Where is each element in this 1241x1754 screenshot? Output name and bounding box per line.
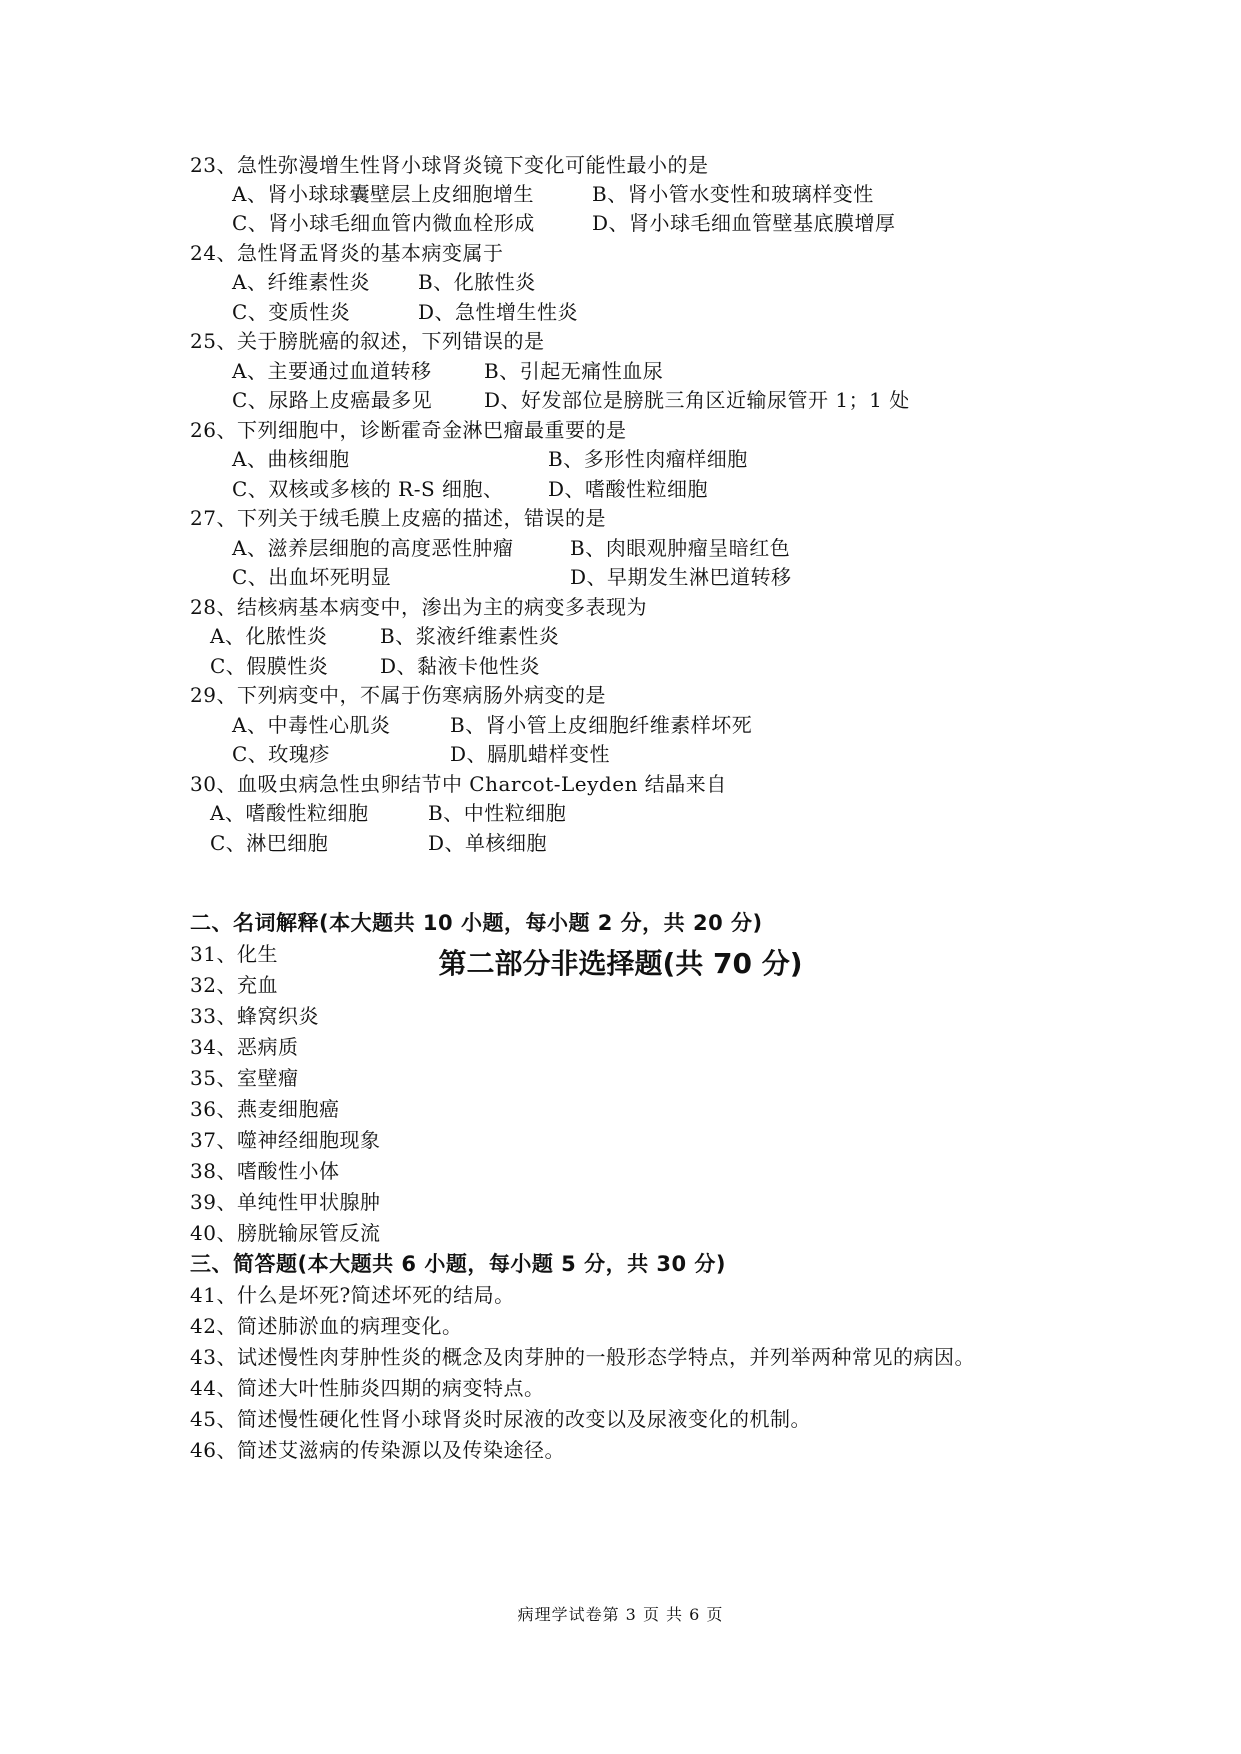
short-answer-44: 44、简述大叶性肺炎四期的病变特点。 — [190, 1376, 545, 1400]
question-30-option-b: B、中性粒细胞 — [428, 801, 567, 825]
question-25-option-d: D、好发部位是膀胱三角区近输尿管开 1；1 处 — [484, 388, 910, 412]
question-30-option-c: C、淋巴细胞 — [210, 831, 329, 855]
question-29-option-d: D、膈肌蜡样变性 — [450, 742, 611, 766]
term-31: 31、化生 — [190, 942, 278, 966]
question-25-option-a: A、主要通过血道转移 — [232, 359, 432, 383]
term-32: 32、充血 — [190, 973, 278, 997]
question-28-option-d: D、黏液卡他性炎 — [380, 654, 541, 678]
question-29-option-b: B、肾小管上皮细胞纤维素样坏死 — [450, 713, 753, 737]
term-35: 35、室壁瘤 — [190, 1066, 299, 1090]
question-28-stem: 28、结核病基本病变中，渗出为主的病变多表现为 — [190, 595, 647, 619]
question-25-option-b: B、引起无痛性血尿 — [484, 359, 664, 383]
question-24-stem: 24、急性肾盂肾炎的基本病变属于 — [190, 241, 504, 265]
term-39: 39、单纯性甲状腺肿 — [190, 1190, 381, 1214]
question-24-option-b: B、化脓性炎 — [418, 270, 536, 294]
question-26-option-a: A、曲核细胞 — [232, 447, 350, 471]
question-27-stem: 27、下列关于绒毛膜上皮癌的描述，错误的是 — [190, 506, 606, 530]
question-26-option-b: B、多形性肉瘤样细胞 — [548, 447, 748, 471]
question-24-option-d: D、急性增生性炎 — [418, 300, 579, 324]
short-answer-41: 41、什么是坏死?简述坏死的结局。 — [190, 1283, 515, 1307]
question-23-option-d: D、肾小球毛细血管壁基底膜增厚 — [592, 211, 896, 235]
question-29-option-a: A、中毒性心肌炎 — [232, 713, 391, 737]
part-two-title: 第二部分非选择题(共 70 分) — [438, 947, 803, 980]
question-23-stem: 23、急性弥漫增生性肾小球肾炎镜下变化可能性最小的是 — [190, 153, 709, 177]
question-25-option-c: C、尿路上皮癌最多见 — [232, 388, 433, 412]
section-three-heading: 三、简答题(本大题共 6 小题，每小题 5 分，共 30 分) — [190, 1252, 727, 1276]
question-27-option-b: B、肉眼观肿瘤呈暗红色 — [570, 536, 791, 560]
question-23-option-c: C、肾小球毛细血管内微血栓形成 — [232, 211, 535, 235]
term-33: 33、蜂窝织炎 — [190, 1004, 319, 1028]
question-29-option-c: C、玫瑰疹 — [232, 742, 330, 766]
page-footer: 病理学试卷第 3 页 共 6 页 — [517, 1605, 724, 1624]
short-answer-46: 46、简述艾滋病的传染源以及传染途径。 — [190, 1438, 565, 1462]
short-answer-42: 42、简述肺淤血的病理变化。 — [190, 1314, 463, 1338]
question-28-option-c: C、假膜性炎 — [210, 654, 329, 678]
question-30-option-a: A、嗜酸性粒细胞 — [210, 801, 369, 825]
question-24-option-a: A、纤维素性炎 — [232, 270, 370, 294]
short-answer-45: 45、简述慢性硬化性肾小球肾炎时尿液的改变以及尿液变化的机制。 — [190, 1407, 811, 1431]
question-30-stem: 30、血吸虫病急性虫卵结节中 Charcot-Leyden 结晶来自 — [190, 772, 727, 796]
short-answer-43: 43、试述慢性肉芽肿性炎的概念及肉芽肿的一般形态学特点，并列举两种常见的病因。 — [190, 1345, 975, 1369]
question-24-option-c: C、变质性炎 — [232, 300, 351, 324]
question-28-option-b: B、浆液纤维素性炎 — [380, 624, 560, 648]
term-36: 36、燕麦细胞癌 — [190, 1097, 340, 1121]
question-29-stem: 29、下列病变中，不属于伤寒病肠外病变的是 — [190, 683, 606, 707]
question-30-option-d: D、单核细胞 — [428, 831, 548, 855]
question-25-stem: 25、关于膀胱癌的叙述，下列错误的是 — [190, 329, 545, 353]
term-38: 38、嗜酸性小体 — [190, 1159, 340, 1183]
question-27-option-c: C、出血坏死明显 — [232, 565, 392, 589]
question-23-option-b: B、肾小管水变性和玻璃样变性 — [592, 182, 874, 206]
question-26-stem: 26、下列细胞中，诊断霍奇金淋巴瘤最重要的是 — [190, 418, 627, 442]
question-27-option-d: D、早期发生淋巴道转移 — [570, 565, 792, 589]
term-40: 40、膀胱输尿管反流 — [190, 1221, 381, 1245]
term-37: 37、噬神经细胞现象 — [190, 1128, 381, 1152]
question-27-option-a: A、滋养层细胞的高度恶性肿瘤 — [232, 536, 514, 560]
question-28-option-a: A、化脓性炎 — [210, 624, 328, 648]
question-26-option-c: C、双核或多核的 R-S 细胞、 — [232, 477, 504, 501]
section-two-heading: 二、名词解释(本大题共 10 小题，每小题 2 分，共 20 分) — [190, 911, 763, 935]
question-26-option-d: D、嗜酸性粒细胞 — [548, 477, 709, 501]
term-34: 34、恶病质 — [190, 1035, 299, 1059]
question-23-option-a: A、肾小球球囊壁层上皮细胞增生 — [232, 182, 534, 206]
